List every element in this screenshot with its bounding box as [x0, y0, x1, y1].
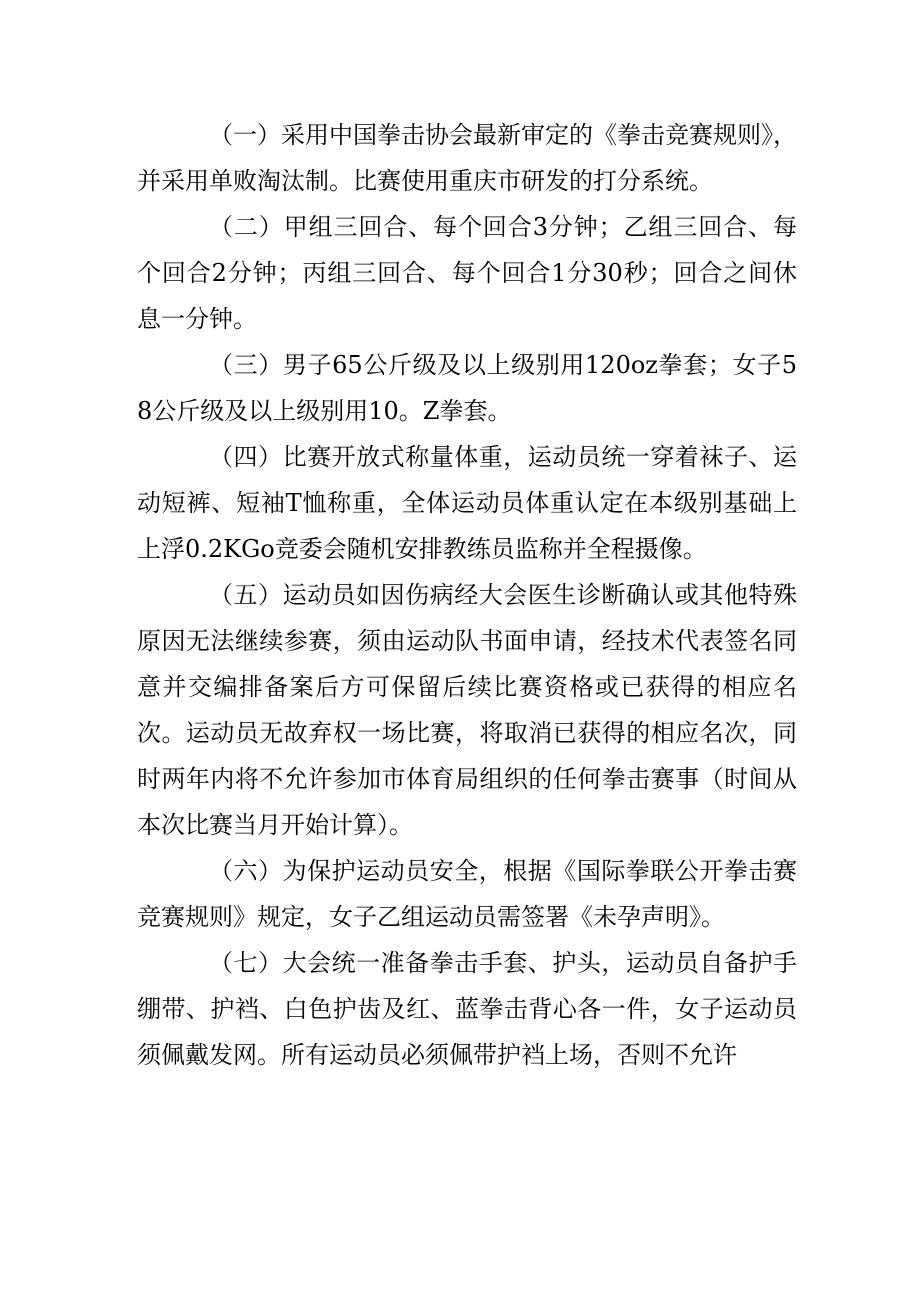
paragraph-rule-4: （四）比赛开放式称量体重，运动员统一穿着袜子、运动短裤、短袖T恤称重，全体运动员体重认定在本级别基础上上浮0.2KGo竞委会随机安排教练员监称并全程摄像。	[137, 443, 797, 563]
paragraph-rule-2: （二）甲组三回合、每个回合3分钟；乙组三回合、每个回合2分钟；丙组三回合、每个回合1分30秒；回合之间休息一分钟。	[137, 213, 797, 333]
paragraph-rule-3: （三）男子65公斤级及以上级别用120oz拳套；女子58公斤级及以上级别用10。Z拳套。	[137, 351, 797, 425]
paragraph-rule-1: （一）采用中国拳击协会最新审定的《拳击竞赛规则》，并采用单败淘汰制。比赛使用重庆市研发的打分系统。	[137, 121, 797, 195]
document-body	[137, 112, 797, 1078]
paragraph-rule-6: （六）为保护运动员安全，根据《国际拳联公开拳击赛竞赛规则》规定，女子乙组运动员需签署《未孕声明》。	[137, 857, 797, 931]
paragraph-rule-7: （七）大会统一准备拳击手套、护头，运动员自备护手绷带、护裆、白色护齿及红、蓝拳击背心各一件，女子运动员须佩戴发网。所有运动员必须佩带护裆上场，否则不允许	[137, 949, 797, 1069]
paragraph-rule-5: （五）运动员如因伤病经大会医生诊断确认或其他特殊原因无法继续参赛，须由运动队书面申请，经技术代表签名同意并交编排备案后方可保留后续比赛资格或已获得的相应名次。运动员无故弃权一场比赛，将取消已获得的相应名次，同时两年内将不允许参加市体育局组织的任何拳击赛事（时间从本次比赛当月开始计算）。	[137, 581, 797, 839]
